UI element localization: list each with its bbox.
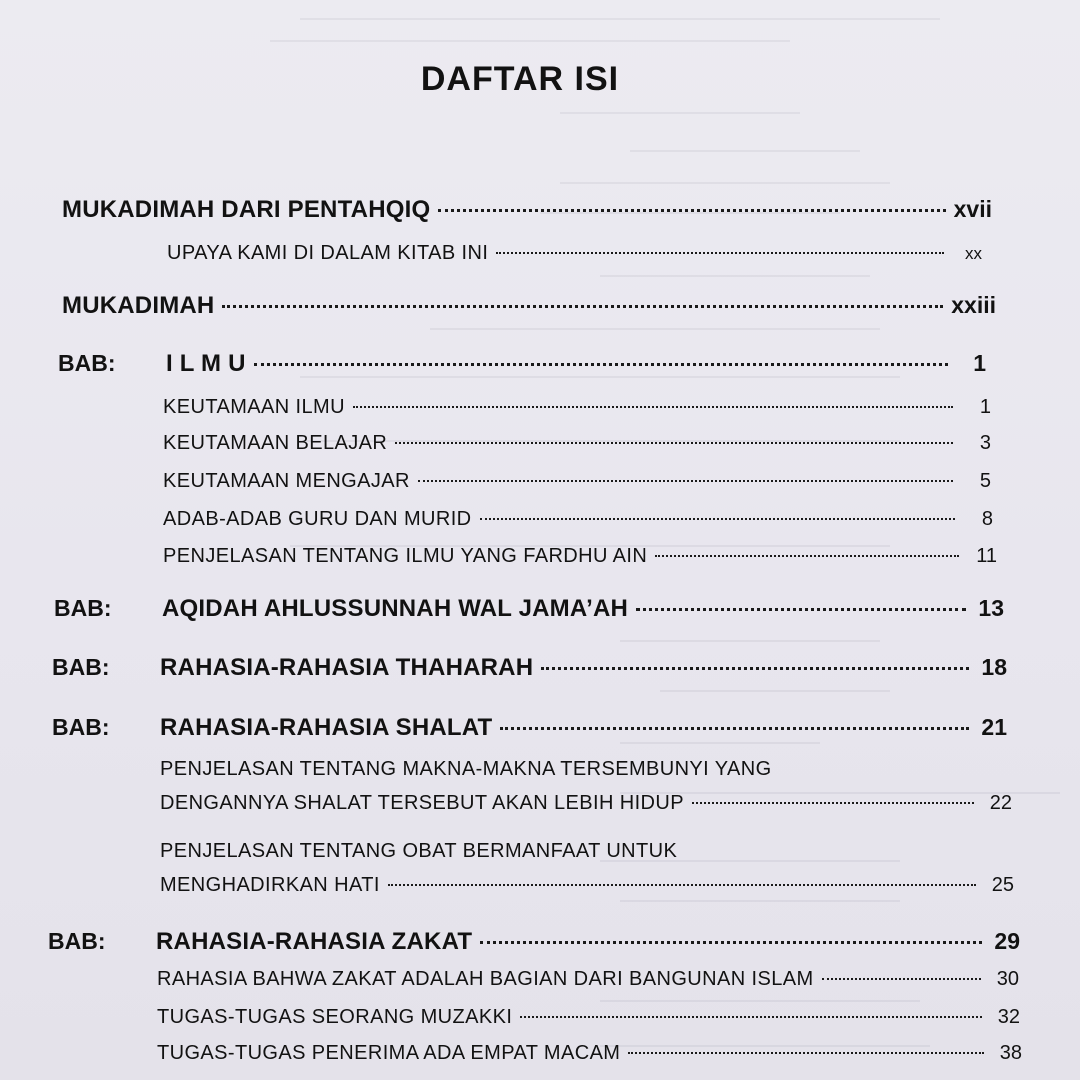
toc-page-number: xvii bbox=[953, 196, 992, 222]
toc-entry-keutamaan-belajar bbox=[163, 432, 991, 455]
dot-leader bbox=[628, 1052, 984, 1054]
toc-page-number: 18 bbox=[981, 654, 1007, 680]
toc-entry-label: UPAYA KAMI DI DALAM KITAB INI bbox=[167, 242, 489, 264]
toc-page-number: 38 bbox=[999, 1042, 1022, 1064]
toc-entry-label: ADAB-ADAB GURU DAN MURID bbox=[163, 508, 472, 530]
toc-entry-keutamaan-mengajar bbox=[163, 470, 991, 493]
toc-page-number: 25 bbox=[991, 874, 1014, 896]
toc-page-number: 5 bbox=[979, 470, 991, 492]
dot-leader bbox=[480, 518, 955, 520]
toc-page-number: 1 bbox=[973, 350, 986, 376]
toc-page-number: 32 bbox=[997, 1006, 1020, 1028]
dot-leader bbox=[388, 884, 976, 886]
toc-entry-label: RAHASIA BAHWA ZAKAT ADALAH BAGIAN DARI BANGUNAN ISLAM bbox=[157, 968, 814, 990]
dot-leader bbox=[541, 667, 969, 670]
dot-leader bbox=[655, 555, 959, 557]
toc-entry-makna-tersembunyi bbox=[160, 792, 1012, 815]
toc-page-number: xx bbox=[965, 244, 982, 263]
toc-entry-label: RAHASIA-RAHASIA THAHARAH bbox=[160, 654, 534, 681]
toc-page-number: 22 bbox=[989, 792, 1012, 814]
toc-entry-label: MUKADIMAH DARI PENTAHQIQ bbox=[62, 196, 431, 223]
dot-leader bbox=[692, 802, 974, 804]
toc-entry-label: MUKADIMAH bbox=[62, 292, 215, 319]
toc-entry-rahasia-zakat bbox=[157, 968, 1019, 991]
dot-leader bbox=[438, 209, 945, 212]
toc-entry-label: TUGAS-TUGAS SEORANG MUZAKKI bbox=[157, 1006, 513, 1028]
bab-label: BAB: bbox=[48, 928, 106, 954]
dot-leader bbox=[520, 1016, 982, 1018]
dot-leader bbox=[500, 727, 969, 730]
dot-leader bbox=[636, 608, 966, 611]
toc-entry-label: I L M U bbox=[166, 350, 246, 377]
toc-entry-label: MENGHADIRKAN HATI bbox=[160, 874, 380, 896]
toc-entry-tugas-penerima bbox=[157, 1042, 1022, 1065]
dot-leader bbox=[395, 442, 953, 444]
toc-page-number: 30 bbox=[996, 968, 1019, 990]
dot-leader bbox=[496, 252, 944, 254]
bab-label: BAB: bbox=[52, 654, 110, 680]
toc-entry-label: KEUTAMAAN BELAJAR bbox=[163, 432, 388, 454]
toc-entry-mukadimah-pentahqiq bbox=[62, 196, 992, 224]
toc-page-number: 13 bbox=[978, 595, 1004, 621]
dot-leader bbox=[480, 941, 982, 944]
toc-chapter-ilmu bbox=[58, 350, 986, 378]
toc-entry-tugas-muzakki bbox=[157, 1006, 1020, 1029]
bab-label: BAB: bbox=[52, 714, 110, 740]
toc-entry-keutamaan-ilmu bbox=[163, 396, 991, 419]
toc-chapter-shalat bbox=[52, 714, 1007, 742]
toc-chapter-thaharah bbox=[52, 654, 1007, 682]
dot-leader bbox=[353, 406, 953, 408]
toc-page-number: 29 bbox=[994, 928, 1020, 954]
dot-leader bbox=[254, 363, 948, 366]
toc-page-number: 21 bbox=[981, 714, 1007, 740]
toc-entry-label: RAHASIA-RAHASIA SHALAT bbox=[160, 714, 493, 741]
bab-label: BAB: bbox=[58, 350, 116, 376]
dot-leader bbox=[418, 480, 953, 482]
toc-entry-label: RAHASIA-RAHASIA ZAKAT bbox=[156, 928, 473, 955]
toc-entry-label: DENGANNYA SHALAT TERSEBUT AKAN LEBIH HIDUP bbox=[160, 792, 684, 814]
toc-entry-mukadimah bbox=[62, 292, 996, 320]
toc-chapter-zakat bbox=[48, 928, 1020, 956]
bab-label: BAB: bbox=[54, 595, 112, 621]
toc-entry-ilmu-fardhu-ain bbox=[163, 545, 997, 568]
toc-entry-label: AQIDAH AHLUSSUNNAH WAL JAMA’AH bbox=[162, 595, 629, 622]
toc-page-number: 11 bbox=[976, 545, 997, 567]
toc-entry-label: TUGAS-TUGAS PENERIMA ADA EMPAT MACAM bbox=[157, 1042, 621, 1064]
dot-leader bbox=[822, 978, 981, 980]
toc-entry-label-line1: PENJELASAN TENTANG MAKNA-MAKNA TERSEMBUNYI YANG bbox=[160, 758, 772, 780]
toc-entry-menghadirkan-hati bbox=[160, 874, 1014, 897]
toc-chapter-aqidah bbox=[54, 595, 1004, 623]
dot-leader bbox=[222, 305, 943, 308]
toc-page-number: 1 bbox=[979, 396, 991, 418]
toc-entry-adab-guru-murid bbox=[163, 508, 993, 531]
toc-page-number: xxiii bbox=[951, 292, 996, 318]
toc-entry-label: PENJELASAN TENTANG ILMU YANG FARDHU AIN bbox=[163, 545, 648, 567]
toc-entry-label-line1: PENJELASAN TENTANG OBAT BERMANFAAT UNTUK bbox=[160, 840, 678, 862]
toc-page-number: 3 bbox=[979, 432, 991, 454]
toc-page-number: 8 bbox=[981, 508, 993, 530]
toc-entry-label: KEUTAMAAN ILMU bbox=[163, 396, 345, 418]
toc-entry-label: KEUTAMAAN MENGAJAR bbox=[163, 470, 410, 492]
toc-entry-upaya-kami bbox=[167, 242, 982, 265]
page-title: DAFTAR ISI bbox=[420, 60, 620, 98]
